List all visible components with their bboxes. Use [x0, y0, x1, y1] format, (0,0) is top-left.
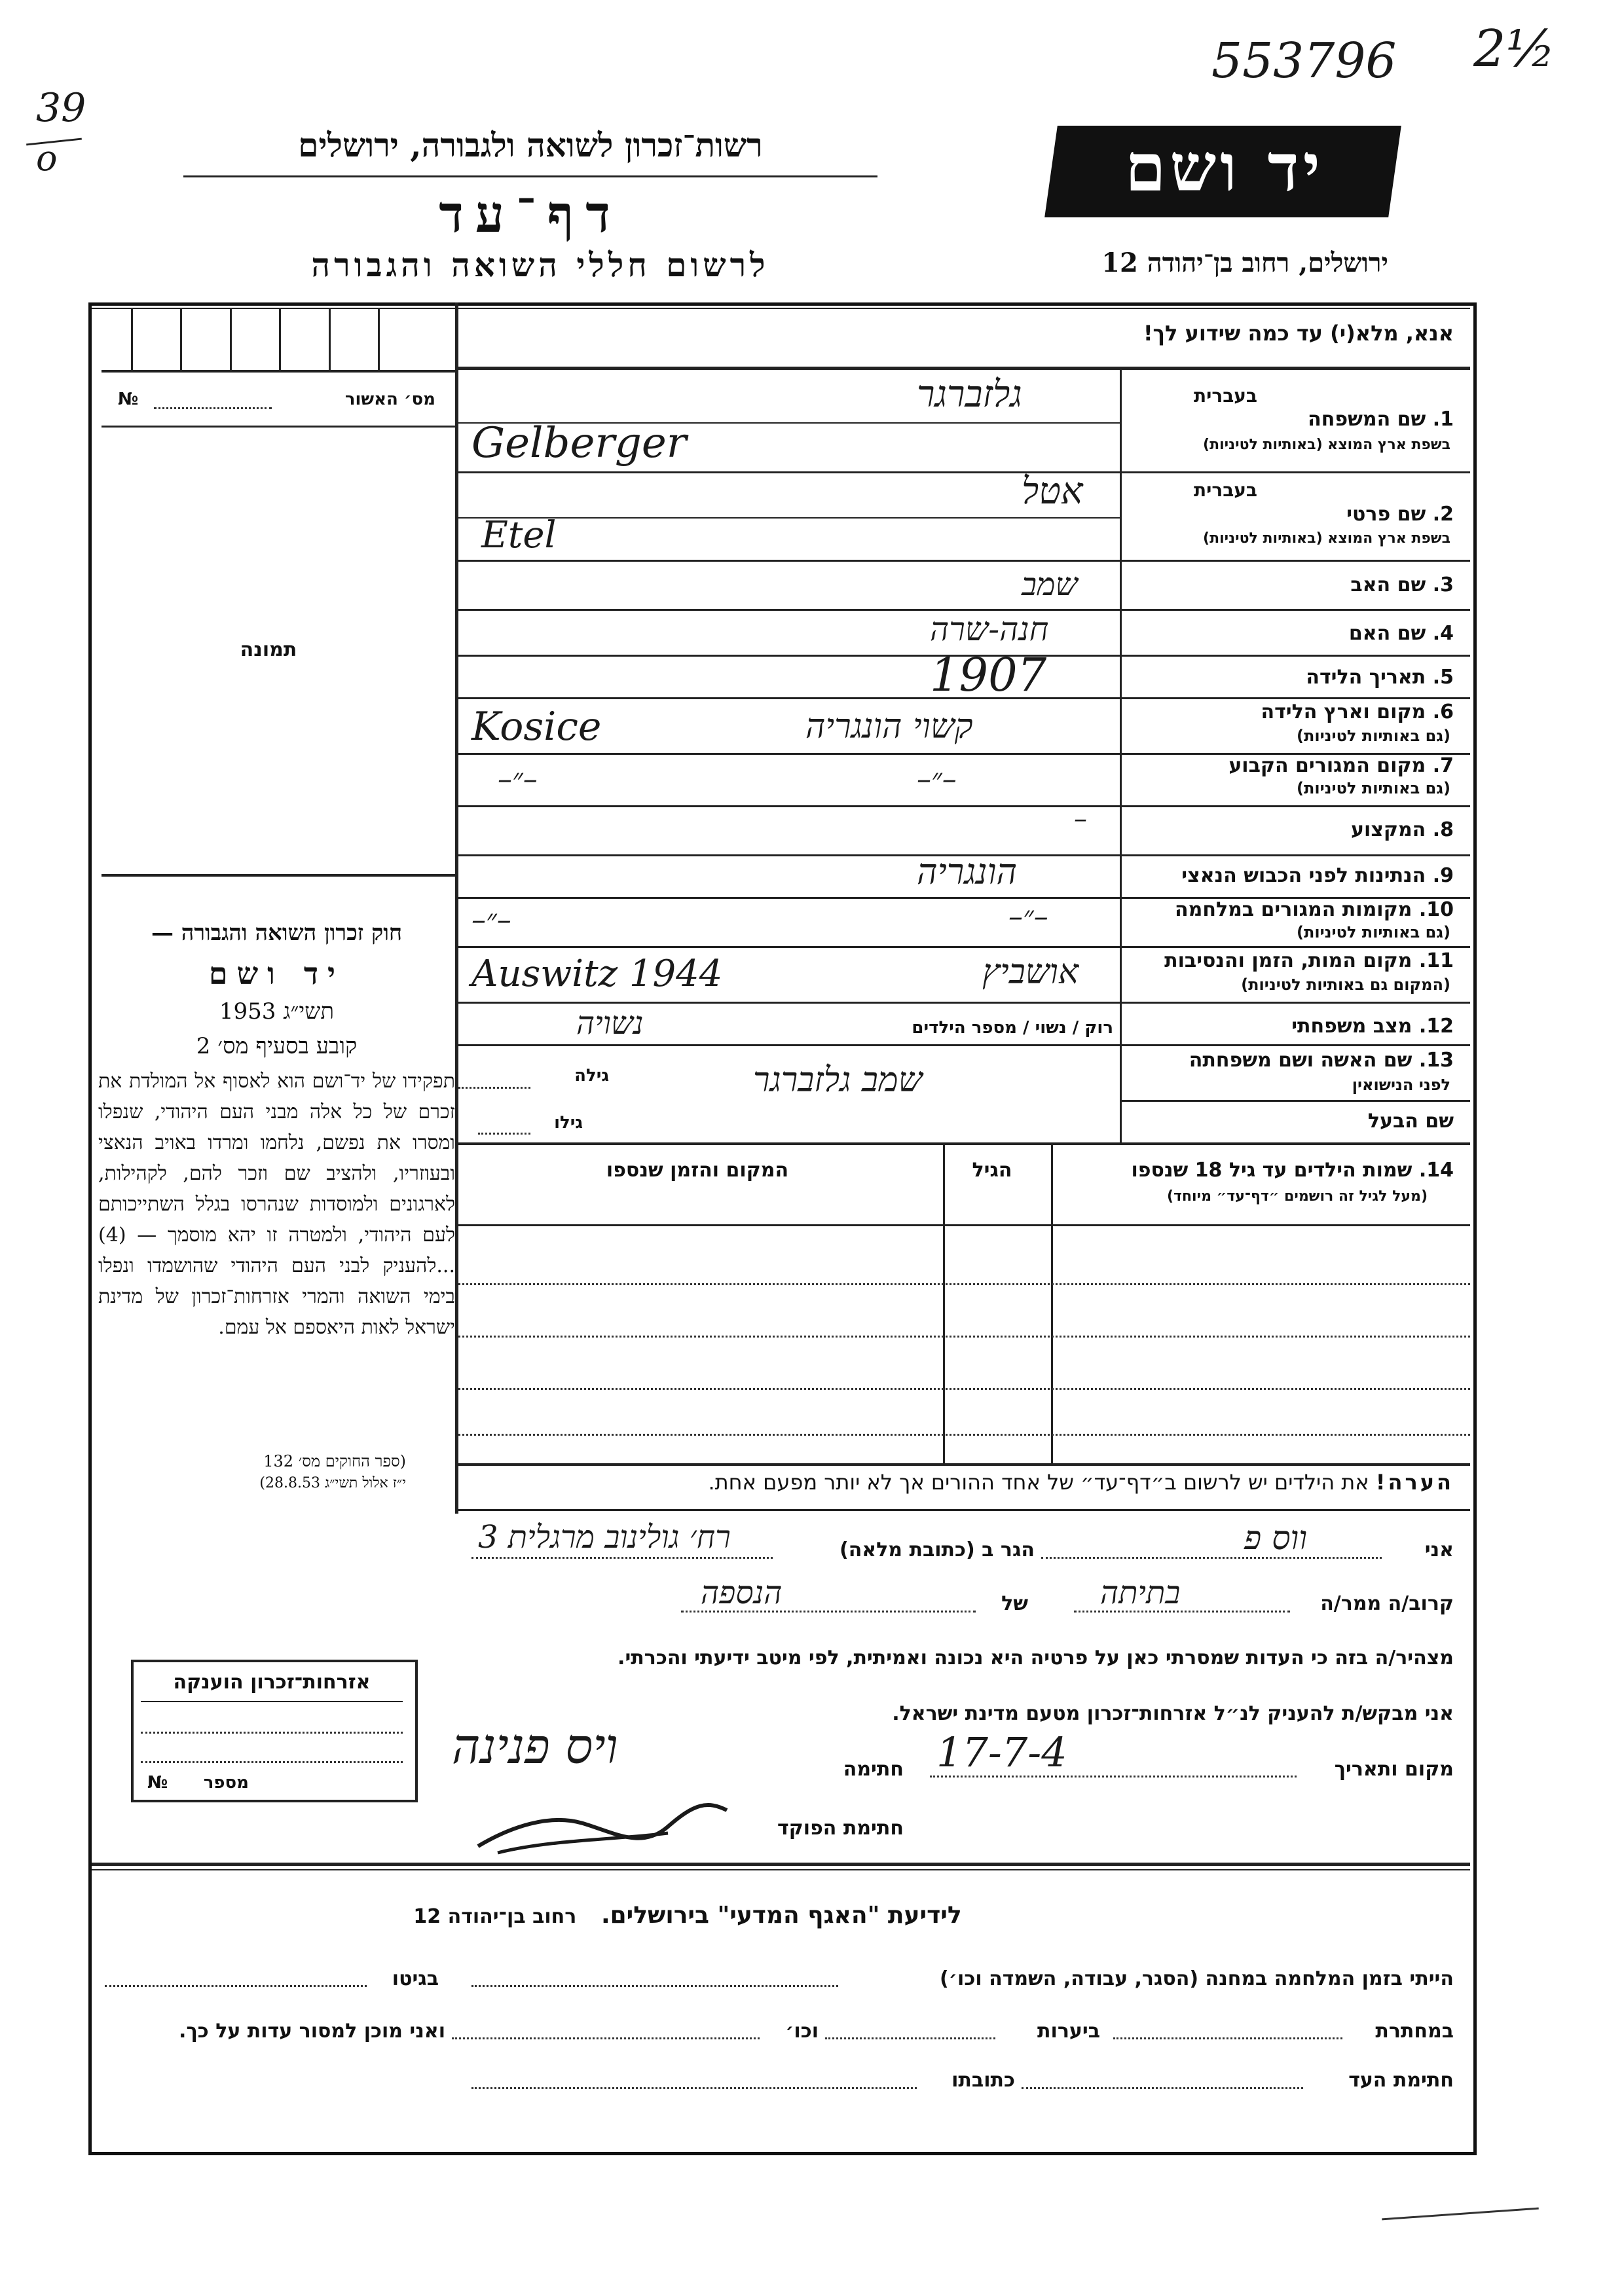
footer-etc-blank	[452, 2037, 760, 2039]
page-subtitle: לרשום חללי השואה והגבורה	[311, 246, 769, 284]
row2-rule	[458, 560, 1470, 562]
decl-of-value: הנספה	[701, 1575, 783, 1611]
law-source-date: י״ז אלול תשי״ג 28.8.53)	[259, 1475, 406, 1491]
f8-label: 8. המקצוע	[1350, 818, 1454, 841]
approval-blank	[154, 407, 272, 409]
law-logo: יד ושם	[208, 956, 345, 991]
decl-officer-label: חתימת הפוקד	[777, 1817, 904, 1840]
decl-date-value: 17-7-4	[936, 1728, 1067, 1776]
death-place-hebrew-value: אושביץ	[982, 953, 1079, 992]
children-bottom	[458, 1463, 1470, 1466]
footer-ghetto: בגיטו	[392, 1967, 439, 1990]
authority-line: רשות־זכרון לשואה ולגבורה, ירושלים	[298, 126, 763, 164]
footer-heading-text: לידיעת "האגף המדעי" בירושלים.	[600, 1902, 962, 1929]
decl-living-label: הגר ב (כתובת מלאה)	[839, 1539, 1035, 1561]
instruction: אנא, מלא(י) עד כמה שידוע לך!	[1143, 321, 1454, 346]
wartime-residence-value: –״–	[1008, 900, 1048, 934]
children-row-3	[458, 1388, 1470, 1390]
citizenship-title: אזרחות־זכרון הוענקה	[173, 1671, 371, 1694]
photo-label: תמונה	[240, 638, 297, 661]
nationality-value: הונגריה	[917, 851, 1018, 892]
f7-sub: (גם באותיות לטיניות)	[1297, 779, 1450, 797]
f11-sub: (המקום גם באותיות לטיניות)	[1241, 975, 1450, 994]
citizenship-title-rule	[141, 1701, 403, 1702]
marital-status-value: נשויה	[576, 1005, 644, 1042]
row14-rule	[458, 1142, 1470, 1145]
decl-address-blank	[471, 1557, 773, 1559]
birth-place-latin-value: Kosice	[471, 704, 602, 750]
row7-rule	[458, 805, 1470, 807]
children-age-col: הגיל	[972, 1159, 1012, 1182]
f12-options: רוק / נשוי / מספר הילדים	[912, 1018, 1113, 1038]
f5-label: 5. תאריך הלידה	[1306, 666, 1454, 689]
f7-label: 7. מקום המגורים הקבוע	[1228, 754, 1454, 777]
row10-rule	[458, 946, 1470, 948]
note-text: את הילדים יש לרשום ב״דף־עד״ של אחד ההורים אך לא יותר מפעם אחת.	[708, 1470, 1369, 1495]
f3-label: 3. שם האב	[1350, 574, 1454, 596]
corner-mark: 2½	[1473, 20, 1556, 79]
footer-address: רחוב בן־יהודה 12	[413, 1905, 577, 1928]
footer-line1-blank	[471, 1985, 838, 1987]
decl-declare: מצהיר/ה בזה כי העדות שמסרתי כאן על פרטיה היא נכונה ואמיתית, לפי מיטב ידיעתי והכרתי.	[618, 1647, 1454, 1669]
footer-forests-blank	[825, 2037, 995, 2039]
decl-name-value: ווס פ	[1244, 1519, 1308, 1557]
f2-sub: בשפת ארץ המוצא (באותיות לטיניות)	[1203, 530, 1450, 547]
f9-label: 9. הנתינות לפני הכבוש הנאצי	[1181, 864, 1454, 887]
footer-heading	[196, 1902, 1179, 1929]
f13-age-label: גילה	[574, 1066, 609, 1085]
boxes-bottom	[101, 370, 455, 373]
children-row-1	[458, 1283, 1470, 1285]
father-name-value: שמב	[1022, 566, 1078, 603]
birth-date-value: 1907	[930, 648, 1047, 702]
row12-rule	[458, 1044, 1470, 1046]
code-boxes	[131, 308, 380, 370]
children-place-col: המקום והזמן שנספו	[606, 1159, 789, 1182]
children-head-rule	[458, 1224, 1470, 1226]
footer-address-blank	[471, 2087, 917, 2089]
decl-place-date-label: מקום ותאריך	[1334, 1758, 1454, 1781]
husband-age-label: גילו	[554, 1113, 583, 1133]
law-section: קובע בסעיף מס׳ 2	[196, 1033, 358, 1059]
note-rule	[458, 1509, 1470, 1511]
residence-value: –״–	[498, 763, 538, 796]
surname-hebrew-value: גלזברגר	[917, 373, 1022, 416]
row2a-rule	[458, 517, 1120, 519]
f13-label: 13. שם האשה ושם משפחתה	[1189, 1049, 1454, 1072]
death-place-latin-value: Auswitz 1944	[471, 953, 723, 995]
scan-mark	[1382, 2208, 1539, 2221]
f13-age-blank	[458, 1087, 530, 1089]
decl-i-label: אני	[1424, 1539, 1454, 1561]
citizenship-line-2	[141, 1761, 403, 1763]
decl-relation-value: בתיתה	[1100, 1575, 1181, 1611]
f6-sub: (גם באותיות לטיניות)	[1297, 727, 1450, 745]
f13-sub: לפני הנישואין	[1352, 1076, 1450, 1094]
footer-ghetto-blank	[105, 1985, 367, 1987]
decl-address-value: רח׳ גולינוב מרגלית 3	[478, 1519, 731, 1556]
photo-bottom	[101, 874, 455, 877]
left-mark: 39	[36, 85, 86, 131]
decl-signature-label: חתימה	[843, 1758, 904, 1781]
f1-tag: בעברית	[1193, 385, 1257, 407]
footer-underground: במחתרת	[1375, 2020, 1454, 2043]
husband-age-blank	[478, 1133, 530, 1135]
left-mark-o: o	[36, 137, 58, 179]
decl-name-blank	[1041, 1557, 1382, 1559]
f1-label: 1. שם המשפחה	[1308, 408, 1454, 431]
law-title: חוק זכרון השואה והגבורה —	[151, 920, 403, 946]
decl-signature-value: ויס פנינה	[452, 1719, 618, 1775]
f12-label: 12. מצב משפחתי	[1291, 1015, 1454, 1038]
footer-line1: הייתי בזמן המלחמה במחנה (הסגר, עבודה, השמדה וכו׳)	[940, 1967, 1454, 1990]
row13-rule	[1120, 1100, 1470, 1102]
footer-divider	[92, 1863, 1470, 1866]
note	[471, 1470, 1454, 1495]
footer-forests: ביערות	[1037, 2020, 1100, 2043]
approval-label: מס׳ האשור	[344, 390, 435, 409]
birth-place-hebrew-value: קשוי הונגריה	[805, 707, 973, 746]
left-col-divider	[455, 302, 458, 1514]
logo-text: יד ושם	[1125, 129, 1324, 206]
row1-rule	[458, 471, 1470, 473]
f6-label: 6. מקום וארץ הלידה	[1261, 701, 1454, 723]
firstname-latin-value: Etel	[481, 514, 557, 556]
header-address: ירושלים, רחוב בן־יהודה 12	[1101, 247, 1388, 278]
f4-label: 4. שם האם	[1348, 622, 1454, 645]
residence-value-2: –״–	[917, 763, 957, 796]
children-col-1	[1051, 1142, 1053, 1463]
footer-underground-blank	[1113, 2037, 1342, 2039]
footer-signature: חתימת העד	[1348, 2069, 1454, 2092]
f11-label: 11. מקום המות, הזמן והנסיבות	[1164, 949, 1454, 972]
firstname-hebrew-value: אטל	[1022, 470, 1083, 513]
footer-address-label: כתובתו	[951, 2069, 1015, 2092]
law-year: תשי״ג 1953	[219, 998, 335, 1025]
f1-sub: בשפת ארץ המוצא (באותיות לטיניות)	[1203, 437, 1450, 453]
footer-etc: וכו׳	[785, 2020, 819, 2043]
decl-request: אני מבקש/ת להעניק לנ״ל אזרחות־זכרון מטעם מדינת ישראל.	[892, 1702, 1454, 1725]
f10-label: 10. מקומות המגורים במלחמה	[1175, 898, 1454, 921]
wartime-residence-value-2: –״–	[471, 903, 511, 937]
citizenship-number-mark: №	[147, 1773, 168, 1793]
wife-name-value: שמב גלזברגר	[753, 1061, 923, 1100]
page-title: דף־עד	[439, 185, 622, 244]
f10-sub: (גם באותיות לטיניות)	[1297, 923, 1450, 941]
children-col-2	[943, 1142, 945, 1463]
f2-tag: בעברית	[1193, 479, 1257, 501]
approval-no-mark: №	[118, 390, 139, 409]
approval-rule	[101, 426, 455, 428]
children-row-2	[458, 1336, 1470, 1338]
archive-number: 553796	[1211, 33, 1397, 89]
citizenship-number-label: מספר	[203, 1773, 249, 1793]
law-source: (ספר החוקים מס׳ 132	[263, 1452, 406, 1470]
citizenship-line-1	[141, 1732, 403, 1734]
officer-signature	[471, 1787, 733, 1859]
decl-of-label: של	[1001, 1592, 1028, 1615]
children-label: 14. שמות הילדים עד גיל 18 שנספו	[1131, 1159, 1454, 1182]
profession-value: –	[1074, 804, 1087, 834]
authority-underline	[183, 175, 877, 177]
children-row-4	[458, 1434, 1470, 1436]
children-sub: (מעל לגיל זה רושמים ״דף־עד״ מיוחד)	[1166, 1188, 1428, 1205]
row11-rule	[458, 1002, 1470, 1004]
f2-label: 2. שם פרטי	[1346, 503, 1454, 526]
footer-divider-2	[92, 1869, 1470, 1870]
note-label: הערה!	[1375, 1470, 1454, 1495]
instruction-rule	[455, 367, 1470, 370]
husband-label: שם הבעל	[1367, 1110, 1454, 1133]
footer-signature-blank	[1022, 2087, 1303, 2089]
decl-relative-label: קרוב/ה ממר/ה	[1320, 1592, 1454, 1615]
footer-ready: ואני מוכן למסור עדות על כך.	[179, 2020, 445, 2043]
law-text: תפקידו של יד־ושם הוא לאסוף אל המולדת את זכרם של כל אלה מבני העם היהודי, שנפלו ומסרו את נפשם, נלחמו ומרדו באויב הנאצי ובעוזריו, ולהציב שם וזכר להם, לקהילות, לארגונים ולמוסדות שנהרסו בגלל השתייכותם לעם היהודי, ולמטרה זו יהא מוסמך — (4) ...להעניק לבני העם היהודי שהושמדו ונפלו בימי השואה והמרי אזרחות־זכרון של מדינת ישראל לאות היאספם אל עמם.	[98, 1070, 455, 1339]
mother-name-value: חנה-שרה	[930, 610, 1049, 648]
surname-latin-value: Gelberger	[471, 419, 687, 467]
